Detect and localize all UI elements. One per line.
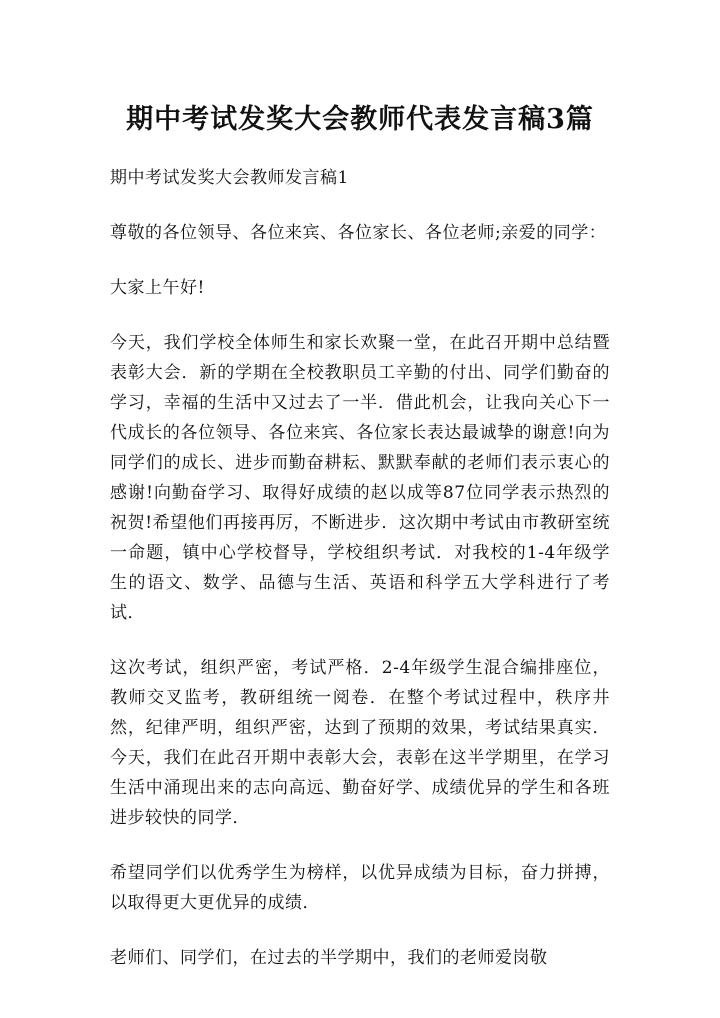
section-heading: 期中考试发奖大会教师发言稿1	[110, 168, 349, 188]
paragraph-hope: 希望同学们以优秀学生为榜样，以优异成绩为目标，奋力拼搏，以取得更大更优异的成绩．	[110, 863, 610, 913]
paragraph-exam: 这次考试，组织严密，考试严格．2-4年级学生混合编排座位，教师交叉监考，教研组统一阅卷．在整个考试过程中，秩序井然，纪律严明，组织严密，达到了预期的效果，考试结果真实．今天，我们在此召开期中表彰大会，表彰在这半学期里，在学习生活中涌现出来的志向高远、勤奋好学、成绩优异的学生和各班进步较快的同学．	[110, 658, 610, 828]
document-title: 期中考试发奖大会教师代表发言稿3篇	[126, 104, 594, 135]
paragraph-salutation: 尊敬的各位领导、各位来宾、各位家长、各位老师;亲爱的同学：	[110, 223, 607, 243]
paragraph-teachers: 老师们、同学们，在过去的半学期中，我们的老师爱岗敬	[110, 948, 548, 968]
document-body	[110, 163, 610, 998]
paragraph-opening: 今天，我们学校全体师生和家长欢聚一堂，在此召开期中总结暨表彰大会．新的学期在全校教职员工辛勤的付出、同学们勤奋的学习，幸福的生活中又过去了一半．借此机会，让我向关心下一代成长的各位领导、各位来宾、各位家长表达最诚挚的谢意!向为同学们的成长、进步而勤奋耕耘、默默奉献的老师们表示衷心的感谢!向勤奋学习、取得好成绩的赵以成等87位同学表示热烈的祝贺!希望他们再接再厉，不断进步．这次期中考试由市教研室统一命题，镇中心学校督导，学校组织考试．对我校的1-4年级学生的语文、数学、品德与生活、英语和科学五大学科进行了考试．	[110, 333, 610, 623]
paragraph-greeting: 大家上午好!	[110, 278, 205, 298]
